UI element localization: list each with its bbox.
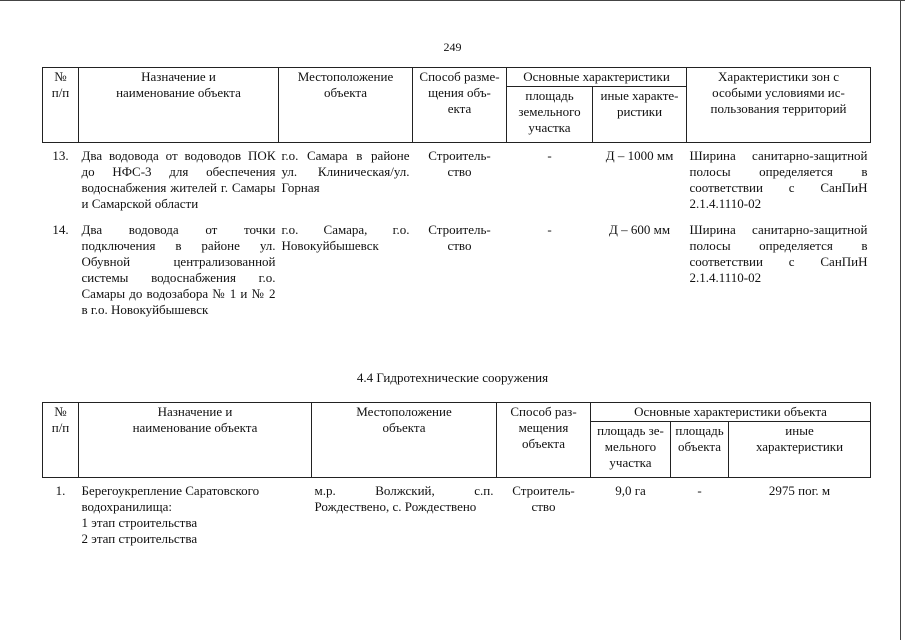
row-zones: Ширина санитарно-защитной полосы определяется в соответствии с СанПиН 2.1.4.1110-02	[689, 222, 868, 285]
row-other: Д – 1000 мм	[605, 148, 674, 163]
row-num: 1.	[55, 483, 66, 498]
header-land-area: площадь зе- мельного участка	[591, 422, 671, 478]
scan-edge-right	[900, 0, 901, 640]
row-name: Берегоукрепление Саратовского водохранилища: 1 этап строительства 2 этап строительства	[81, 483, 260, 546]
row-other: Д – 600 мм	[608, 222, 671, 237]
page-number: 249	[443, 40, 462, 54]
header-name: Назначение и наименование объекта	[79, 68, 279, 143]
table-row	[43, 478, 871, 548]
header-other: иные характеристики	[729, 422, 871, 478]
header-num: № п/п	[43, 68, 79, 143]
header-name: Назначение и наименование объекта	[79, 403, 312, 478]
scan-edge-top	[0, 0, 905, 1]
row-num: 13.	[52, 148, 69, 163]
row-name: Два водовода от водоводов ПОК до НФС-3 для обеспечения водоснабжения жителей г. Самары и Самарской области	[81, 148, 276, 211]
header-location: Местоположение объекта	[312, 403, 497, 478]
row-location: г.о. Самара в районе ул. Клиническая/ул. Горная	[281, 148, 410, 195]
row-method: Строитель- ство	[428, 222, 491, 253]
row-zones: Ширина санитарно-защитной полосы определяется в соответствии с СанПиН 2.1.4.1110-02	[689, 148, 868, 211]
header-other: иные характе- ристики	[593, 87, 687, 143]
header-main-characteristics: Основные характеристики	[507, 68, 687, 87]
header-area: площадь земельного участка	[507, 87, 593, 143]
table-row	[43, 143, 871, 213]
header-zones: Характеристики зон с особыми условиями ис- пользования территорий	[687, 68, 871, 143]
table-row	[43, 212, 871, 318]
row-other: 2975 пог. м	[768, 483, 831, 498]
objects-table-water	[42, 67, 871, 318]
row-name: Два водовода от точки подключения в районе ул. Обувной централизованной системы водоснабжения г.о. Самары до водозабора № 1 и № 2 в г.о. Новокуйбышевск	[81, 222, 276, 317]
header-location: Местоположение объекта	[279, 68, 413, 143]
row-location: г.о. Самара, г.о. Новокуйбышевск	[281, 222, 410, 253]
row-land-area: 9,0 га	[615, 483, 646, 498]
row-area: -	[547, 148, 552, 163]
objects-table-hydro	[42, 402, 871, 547]
header-object-area: площадь объекта	[671, 422, 729, 478]
row-num: 14.	[52, 222, 69, 237]
header-method: Способ разме- щения объ- екта	[413, 68, 507, 143]
row-method: Строитель- ство	[512, 483, 575, 514]
row-object-area: -	[697, 483, 702, 498]
header-num: № п/п	[43, 403, 79, 478]
header-method: Способ раз- мещения объекта	[497, 403, 591, 478]
section-title: 4.4 Гидротехнические сооружения	[356, 370, 549, 385]
header-main-characteristics: Основные характеристики объекта	[591, 403, 871, 422]
row-area: -	[547, 222, 552, 237]
row-location: м.р. Волжский, с.п. Рождествено, с. Рождествено	[314, 483, 494, 514]
row-method: Строитель- ство	[428, 148, 491, 179]
